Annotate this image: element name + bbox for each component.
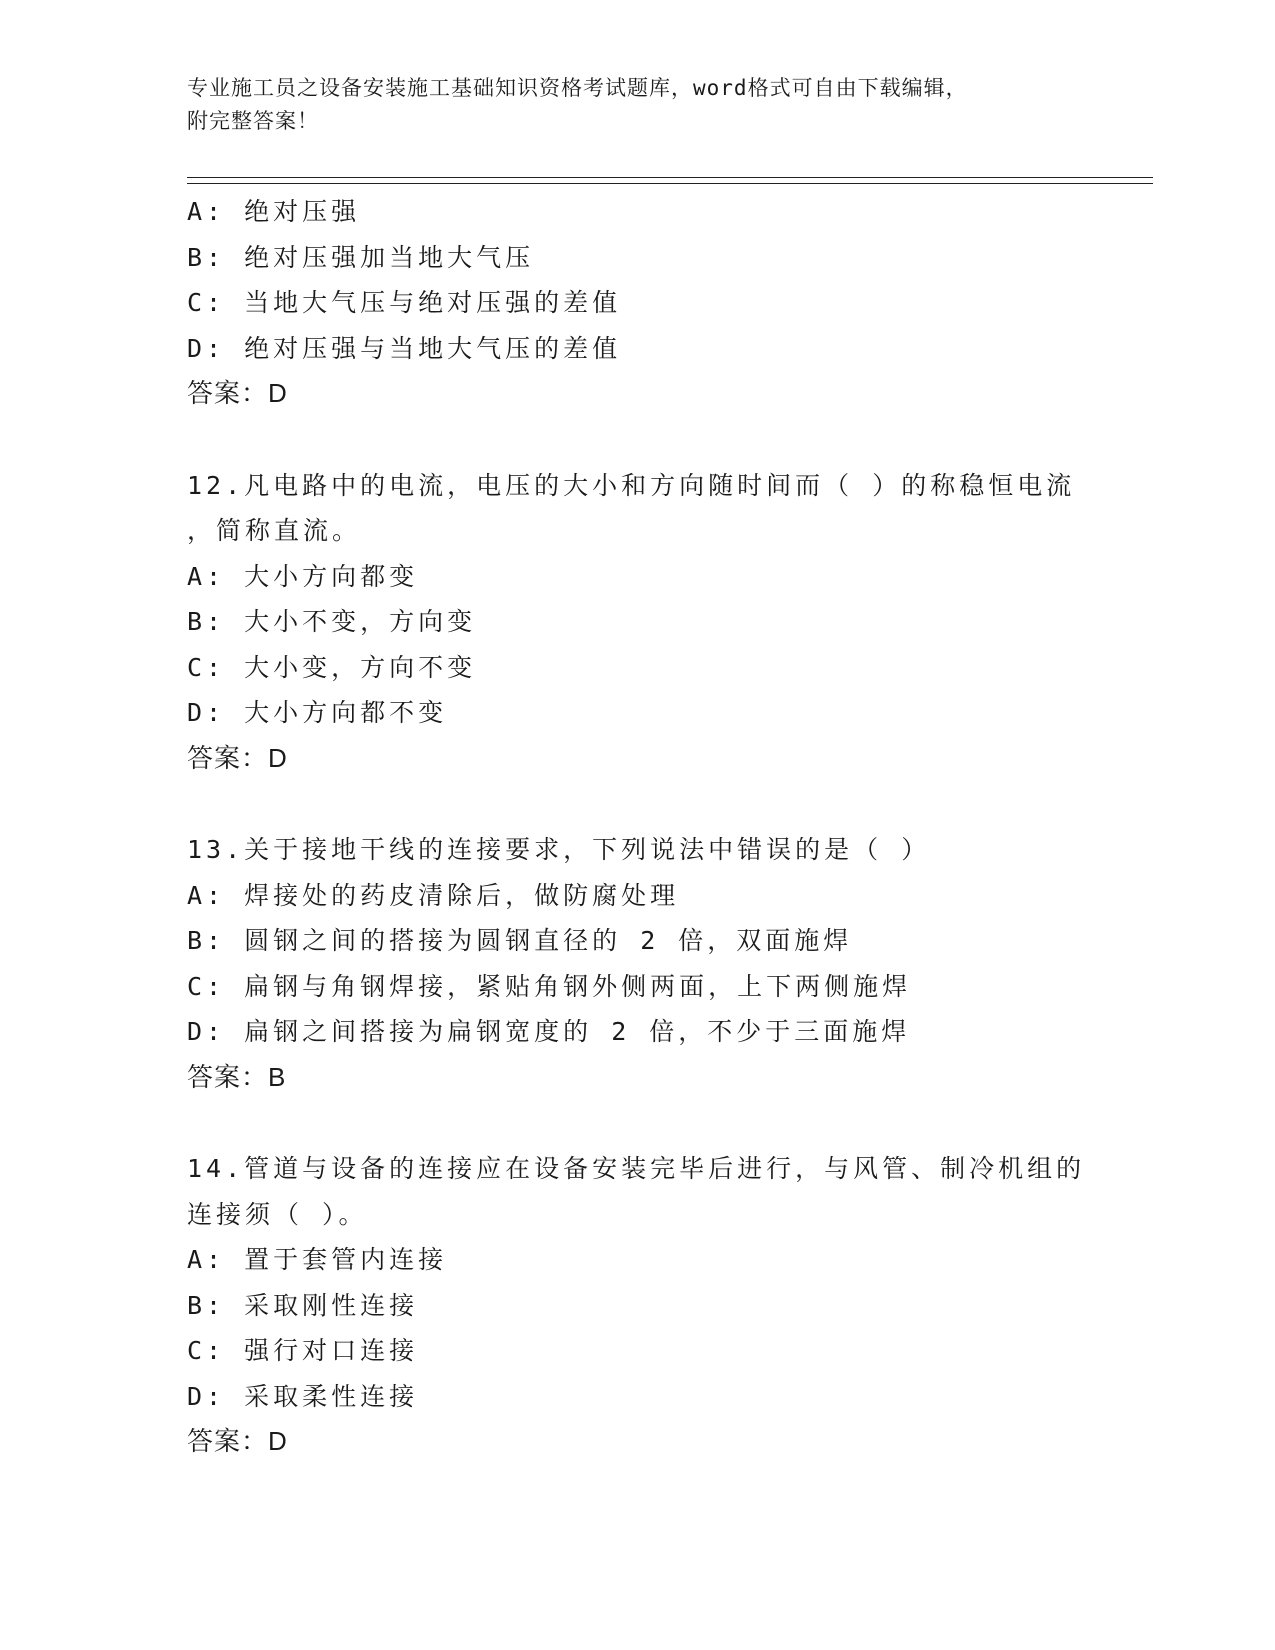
option-c: C: 大小变，方向不变 bbox=[187, 652, 477, 682]
option-d: D: 采取柔性连接 bbox=[187, 1381, 419, 1411]
question-12 bbox=[187, 463, 1107, 782]
question-stem: 13.关于接地干线的连接要求，下列说法中错误的是（ ） bbox=[187, 835, 931, 864]
spacer bbox=[187, 417, 1107, 463]
question-list bbox=[187, 189, 1107, 1465]
option-b: B: 大小不变，方向变 bbox=[187, 607, 477, 636]
answer: 答案：D bbox=[187, 378, 288, 408]
option-d: D: 绝对压强与当地大气压的差值 bbox=[187, 333, 622, 363]
header-divider-bottom bbox=[187, 183, 1153, 184]
option-d: D: 扁钢之间搭接为扁钢宽度的 2 倍，不少于三面施焊 bbox=[187, 1017, 911, 1046]
option-a: A: 焊接处的药皮清除后，做防腐处理 bbox=[187, 880, 680, 910]
document-header: 专业施工员之设备安装施工基础知识资格考试题库，word格式可自由下载编辑， 附完整答案！ bbox=[187, 76, 968, 133]
question-13 bbox=[187, 827, 1107, 1100]
answer: 答案：D bbox=[187, 742, 288, 773]
question-11 bbox=[187, 189, 1107, 417]
option-d: D: 大小方向都不变 bbox=[187, 698, 448, 727]
question-14 bbox=[187, 1146, 1107, 1465]
question-stem: 14.管道与设备的连接应在设备安装完毕后进行，与风管、制冷机组的 bbox=[187, 1154, 1086, 1183]
question-stem-continued: 连接须（ ）。 bbox=[187, 1199, 368, 1229]
option-c: C: 当地大气压与绝对压强的差值 bbox=[187, 288, 622, 317]
spacer bbox=[187, 781, 1107, 827]
question-stem-continued: ，简称直流。 bbox=[187, 516, 362, 545]
option-c: C: 扁钢与角钢焊接，紧贴角钢外侧两面，上下两侧施焊 bbox=[187, 971, 912, 1001]
option-b: B: 绝对压强加当地大气压 bbox=[187, 242, 535, 272]
spacer bbox=[187, 1100, 1107, 1146]
option-c: C: 强行对口连接 bbox=[187, 1336, 419, 1365]
answer: 答案：D bbox=[187, 1426, 288, 1456]
option-a: A: 大小方向都变 bbox=[187, 561, 419, 591]
option-a: A: 绝对压强 bbox=[187, 197, 361, 226]
answer: 答案：B bbox=[187, 1061, 287, 1092]
option-b: B: 圆钢之间的搭接为圆钢直径的 2 倍，双面施焊 bbox=[187, 926, 853, 955]
option-b: B: 采取刚性连接 bbox=[187, 1290, 419, 1320]
question-stem: 12.凡电路中的电流，电压的大小和方向随时间而（ ）的称稳恒电流 bbox=[187, 470, 1076, 500]
option-a: A: 置于套管内连接 bbox=[187, 1245, 448, 1274]
header-divider-top bbox=[187, 177, 1153, 178]
